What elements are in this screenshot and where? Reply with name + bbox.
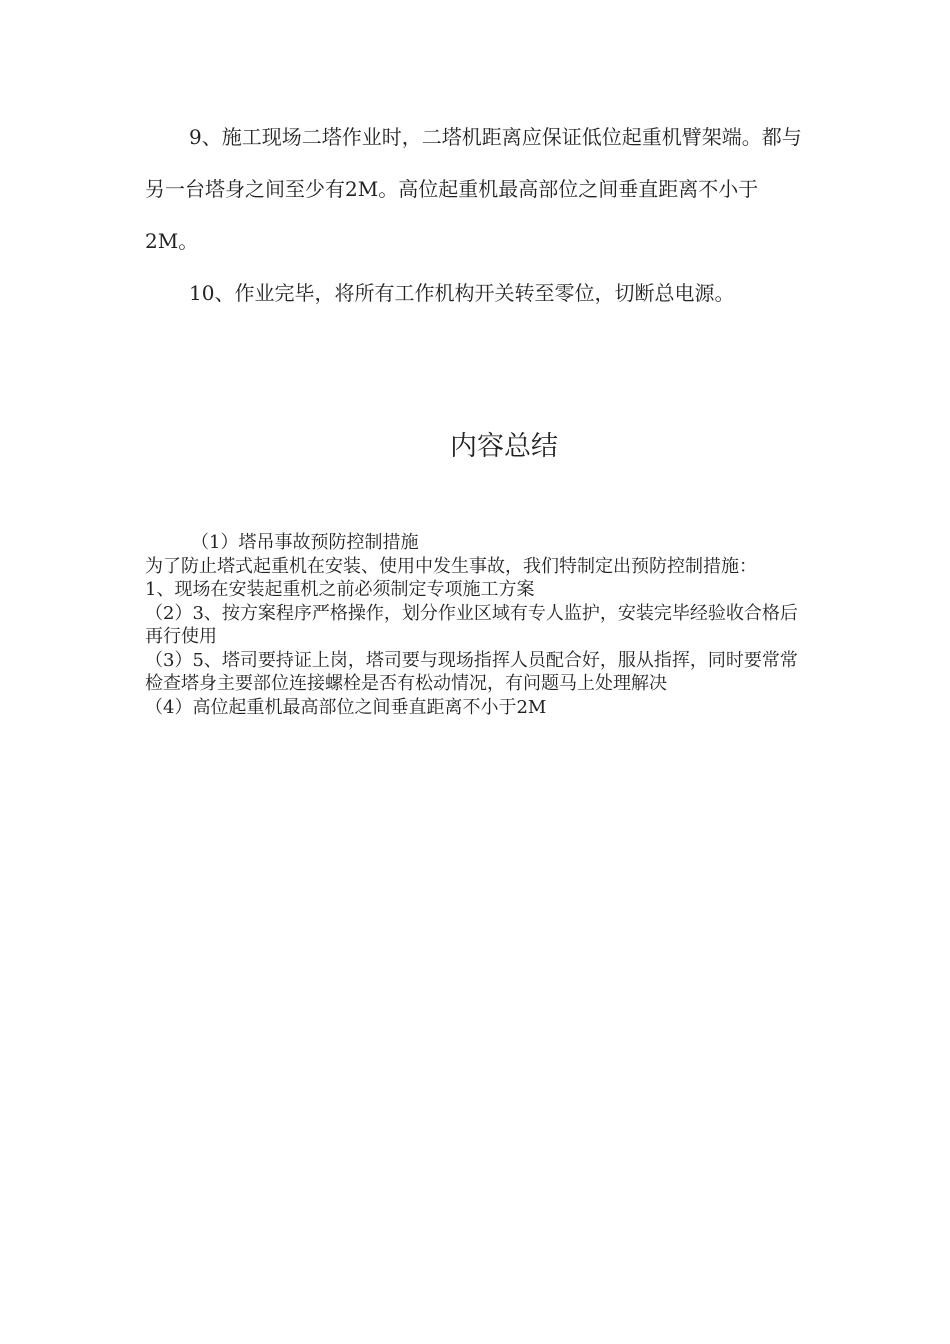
summary-line-3: 1、现场在安装起重机之前必须制定专项施工方案 [145,579,535,600]
summary-section [145,531,805,719]
summary-line-6: （4）高位起重机最高部位之间垂直距离不小于2M [145,696,547,718]
summary-line-4: （2）3、按方案程序严格操作，划分作业区域有专人监护，安装完毕经验收合格后再行使用 [145,602,798,647]
summary-line-1: （1）塔吊事故预防控制措施 [191,532,419,553]
paragraph-item-9: 9、施工现场二塔作业时，二塔机距离应保证低位起重机臂架端。都与另一台塔身之间至少有2M。高位起重机最高部位之间垂直距离不小于2M。 [145,125,802,253]
summary-line-5: （3）5、塔司要持证上岗，塔司要与现场指挥人员配合好，服从指挥，同时要常常检查塔身主要部位连接螺栓是否有松动情况，有问题马上处理解决 [145,649,798,694]
summary-title: 内容总结 [450,431,558,462]
summary-line-2: 为了防止塔式起重机在安装、使用中发生事故，我们特制定出预防控制措施： [145,555,757,577]
paragraph-item-10: 10、作业完毕，将所有工作机构开关转至零位，切断总电源。 [189,281,735,305]
